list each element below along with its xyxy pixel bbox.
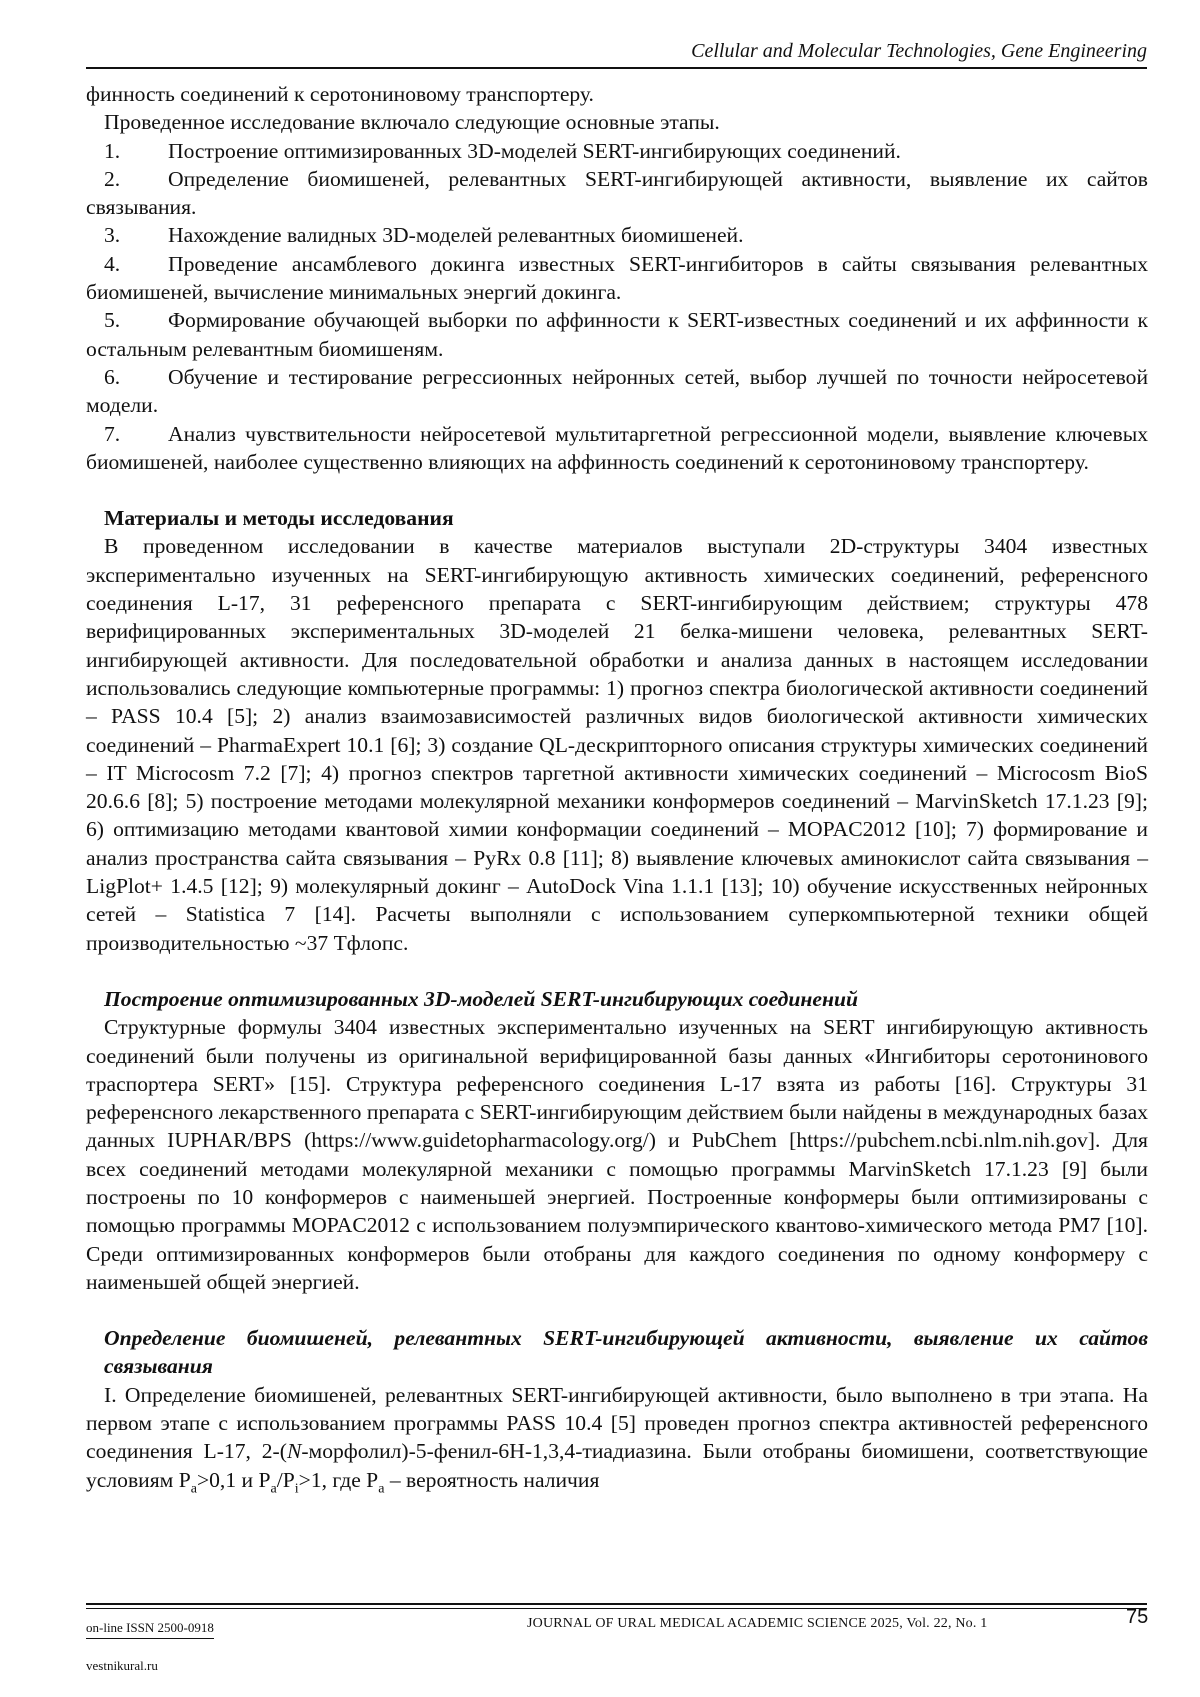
list-text: Обучение и тестирование регрессионных нейронных сетей, выбор лучшей по точности нейросетевой модели. <box>86 364 1148 418</box>
text-run: – вероятность наличия <box>384 1467 600 1492</box>
models-paragraph: Структурные формулы 3404 известных экспериментально изученных на SERT ингибирующую активность соединений были получены из оригинальной верифицированной базы данных «Ингибиторы серотонинового траспортера SERT» [15]. Структура референсного соединения L-17 взята из работы [16]. Структуры 31 референсного лекарственного препарата с SERT-ингибирующим действием были найдены в международных базах данных IUPHAR/BPS (https://www.guidetopharmacology.org/) и PubChem [https://pubchem.ncbi.nlm.nih.gov]. Для всех соединений методами молекулярной механики с помощью программы MarvinSketch 17.1.23 [9] были построены по 10 конформеров с наименьшей энергией. Построенные конформеры были оптимизированы с помощью программы MOPAC2012 с использованием полуэмпирического квантово-химического метода PM7 [10]. Среди оптимизированных конформеров были отобраны для каждого соединения по одному конформеру с наименьшей общей энергией. <box>86 1015 1148 1294</box>
article-body <box>86 80 1148 1502</box>
subscript: a <box>378 1479 385 1496</box>
list-text: Построение оптимизированных 3D-моделей SERT-ингибирующих соединений. <box>168 138 901 163</box>
list-text: Нахождение валидных 3D-моделей релевантных биомишеней. <box>168 223 744 248</box>
spacer <box>86 957 1148 985</box>
running-title: Cellular and Molecular Technologies, Gene Engineering <box>691 40 1147 62</box>
footer-rule <box>86 1603 1147 1605</box>
list-number: 6. <box>104 364 121 389</box>
list-text: Формирование обучающей выборки по аффинности к SERT-известных соединений и их аффинности к остальным релевантным биомишеням. <box>86 308 1148 361</box>
list-number: 3. <box>104 223 121 248</box>
subscript: a <box>190 1479 197 1496</box>
spacer <box>86 1296 1148 1324</box>
methods-paragraph: В проведенном исследовании в качестве материалов выступали 2D-структуры 3404 известных экспериментально изученных на SERT-ингибирующую активность химических соединений, референсного соединения L-17, 31 референсного препарата с SERT-ингибирующим действием; структуры 478 верифицированных экспериментальных 3D-моделей 21 белка-мишени человека, релевантных SERT-ингибирующей активности. Для последовательной обработки и анализа данных в настоящем исследовании использовались следующие компьютерные программы: 1) прогноз спектра биологической активности соединений – PASS 10.4 [5]; 2) анализ взаимозависимостей различных видов биологической активности химических соединений – PharmaExpert 10.1 [6]; 3) создание QL-дескрипторного описания структуры химических соединений – IT Microcosm 7.2 [7]; 4) прогноз спектров таргетной активности химических соединений – Microcosm BioS 20.6.6 [8]; 5) построение методами молекулярной механики конформеров соединений – MarvinSketch 17.1.23 [9]; 6) оптимизацию методами квантовой химии конформации соединений – MOPAC2012 [10]; 7) формирование и анализ пространства сайта связывания – PyRx 0.8 [11]; 8) выявление ключевых аминокислот сайта связывания – LigPlot+ 1.4.5 [12]; 9) молекулярный докинг – AutoDock Vina 1.1.1 [13]; 10) обучение искусственных нейронных сетей – Statistica 7 [14]. Расчеты выполняли с использованием суперкомпьютерной техники общей производительностью ~37 Тфлопс. <box>86 534 1148 955</box>
text-run: -морфолил)-5-фенил-6H-1,3,4-тиадиазина. Были отобраны биомишени, соответствующие условиям P <box>86 1439 1148 1492</box>
list-text: Определение биомишеней, релевантных SERT-ингибирующей активности, выявление их сайтов связывания. <box>86 166 1148 220</box>
list-number: 5. <box>104 308 121 333</box>
list-item <box>86 363 1148 420</box>
list-item <box>86 137 1148 165</box>
text-run: >0,1 и P <box>196 1467 271 1492</box>
section-heading-methods: Материалы и методы исследования <box>104 506 454 531</box>
intro-paragraph: Проведенное исследование включало следующие основные этапы. <box>104 110 720 135</box>
issn-label: on-line ISSN 2500-0918 <box>86 1620 214 1639</box>
list-number: 1. <box>104 138 121 163</box>
subscript: i <box>294 1479 299 1496</box>
steps-list <box>86 137 1148 477</box>
list-number: 2. <box>104 166 121 191</box>
intro-continuation: финность соединений к серотониновому транспортеру. <box>86 82 594 106</box>
list-item <box>86 221 1148 249</box>
list-item <box>86 306 1148 363</box>
text-run-italic: N <box>286 1439 302 1464</box>
list-item <box>86 250 1148 307</box>
text-run: >1, где P <box>298 1467 379 1492</box>
list-number: 7. <box>104 421 121 446</box>
list-text: Анализ чувствительности нейросетевой мультитаргетной регрессионной модели, выявление ключевых биомишеней, наиболее существенно влияющих на аффинность соединений к серотониновому транспортеру. <box>86 421 1148 474</box>
subsection-heading-targets: Определение биомишеней, релевантных SERT-ингибирующей активности, выявление их сайтов связывания <box>104 1326 1148 1379</box>
list-item <box>86 420 1148 477</box>
list-number: 4. <box>104 251 121 276</box>
header-rule <box>86 67 1147 69</box>
journal-name: JOURNAL OF URAL MEDICAL ACADEMIC SCIENCE 2025, Vol. 22, No. 1 <box>527 1616 988 1631</box>
list-text: Проведение ансамблевого докинга известных SERT-ингибиторов в сайты связывания релевантных биомишеней, вычисление минимальных энергий докинга. <box>86 251 1148 305</box>
text-run: I. Определение биомишеней, релевантных SERT-ингибирующей активности, было выполнено в три этапа. На первом этапе с использованием программы PASS 10.4 [5] проведен прогноз спектра активностей референсного соединения L-17, 2-( <box>86 1382 1148 1464</box>
text-run: /P <box>276 1467 295 1492</box>
list-item <box>86 165 1148 222</box>
footer-rule-thin <box>86 1608 1147 1609</box>
targets-paragraph <box>86 1381 1148 1503</box>
page-number: 75 <box>1126 1606 1149 1628</box>
spacer <box>86 476 1148 504</box>
subsection-heading-models: Построение оптимизированных 3D-моделей SERT-ингибирующих соединений <box>104 986 858 1011</box>
subscript: a <box>270 1479 277 1496</box>
website-link[interactable]: vestnikural.ru <box>86 1658 158 1673</box>
